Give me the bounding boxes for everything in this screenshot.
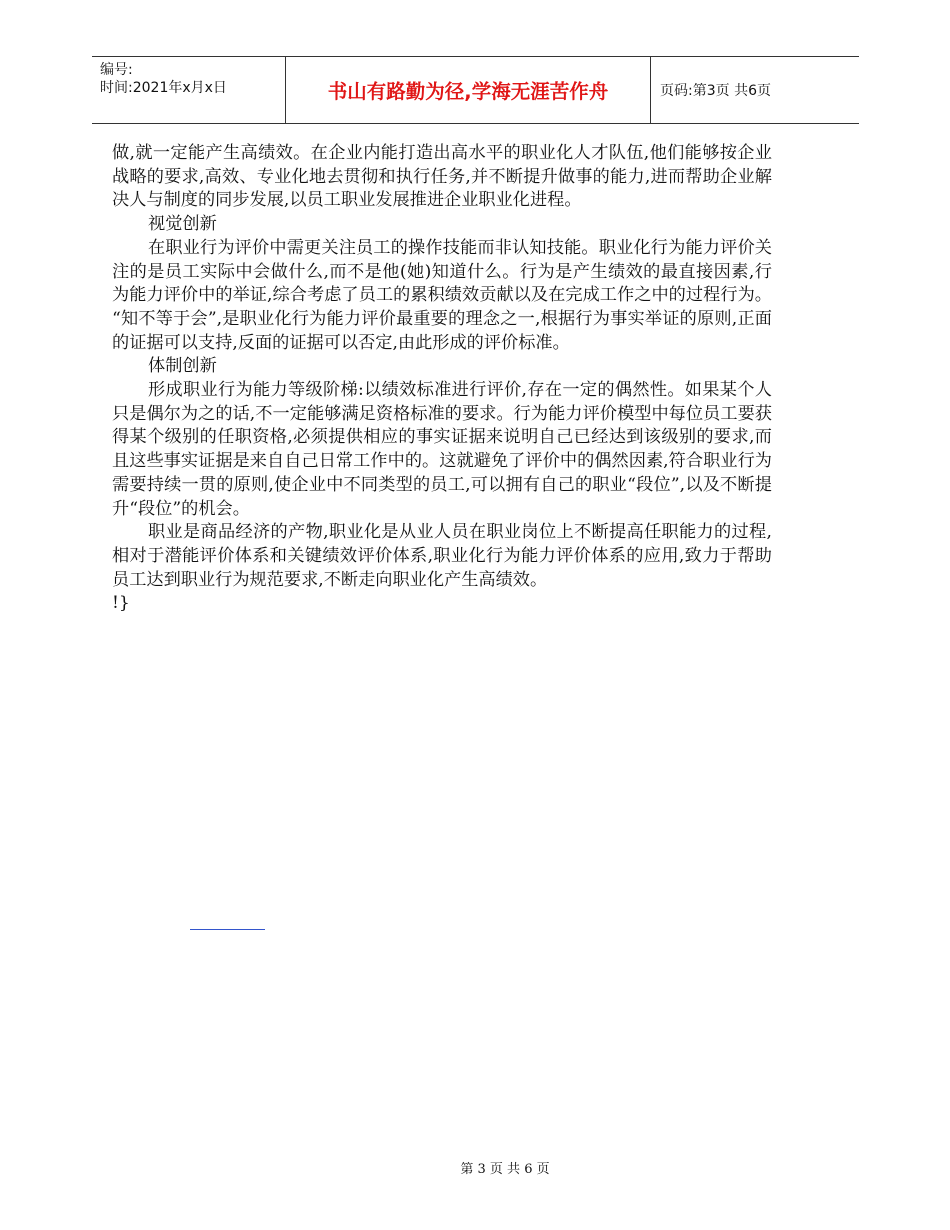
header-page-info: 页码:第3页 共6页	[660, 83, 771, 99]
page-footer: 第 3 页 共 6 页	[460, 1162, 550, 1177]
header-divider-right	[650, 57, 651, 123]
document-time-label: 时间:2021年x月x日	[100, 80, 227, 96]
page-header	[92, 56, 859, 124]
paragraph-conclusion: 职业是商品经济的产物,职业化是从业人员在职业岗位上不断提高任职能力的过程,相对于潜能评价体系和关键绩效评价体系,职业化行为能力评价体系的应用,致力于帮助员工达到职业行为规范要求,不断走向职业化产生高绩效。	[112, 522, 772, 590]
paragraph-stray-characters: !}	[112, 593, 130, 614]
document-body	[112, 142, 772, 616]
header-meta	[100, 61, 227, 97]
hyperlink-underline[interactable]	[190, 929, 265, 930]
section-heading-system-innovation: 体制创新	[148, 356, 217, 377]
document-number-label: 编号:	[100, 62, 133, 78]
paragraph-behavior-evaluation: 在职业行为评价中需更关注员工的操作技能而非认知技能。职业化行为能力评价关注的是员工实际中会做什么,而不是他(她)知道什么。行为是产生绩效的最直接因素,行为能力评价中的举证,综合考虑了员工的累积绩效贡献以及在完成工作之中的过程行为。 “知不等于会”,是职业化行为能力评价最重要的理念之一,根据行为事实举证的原则,正面的证据可以支持,反面的证据可以否定,由此形成的评价标准。	[112, 237, 772, 353]
paragraph-level-ladder: 形成职业行为能力等级阶梯:以绩效标准进行评价,存在一定的偶然性。如果某个人只是偶尔为之的话,不一定能够满足资格标准的要求。行为能力评价模型中每位员工要获得某个级别的任职资格,必须提供相应的事实证据来说明自己已经达到该级别的要求,而且这些事实证据是来自自己日常工作中的。这就避免了评价中的偶然因素,符合职业行为需要持续一贯的原则,使企业中不同类型的员工,可以拥有自己的职业“段位”,以及不断提升“段位”的机会。	[112, 380, 772, 519]
section-heading-visual-innovation: 视觉创新	[148, 214, 217, 235]
paragraph-continuation: 做,就一定能产生高绩效。在企业内能打造出高水平的职业化人才队伍,他们能够按企业战略的要求,高效、专业化地去贯彻和执行任务,并不断提升做事的能力,进而帮助企业解决人与制度的同步发展,以员工职业发展推进企业职业化进程。	[112, 143, 772, 211]
header-motto: 书山有路勤为径,学海无涯苦作舟	[327, 80, 609, 103]
